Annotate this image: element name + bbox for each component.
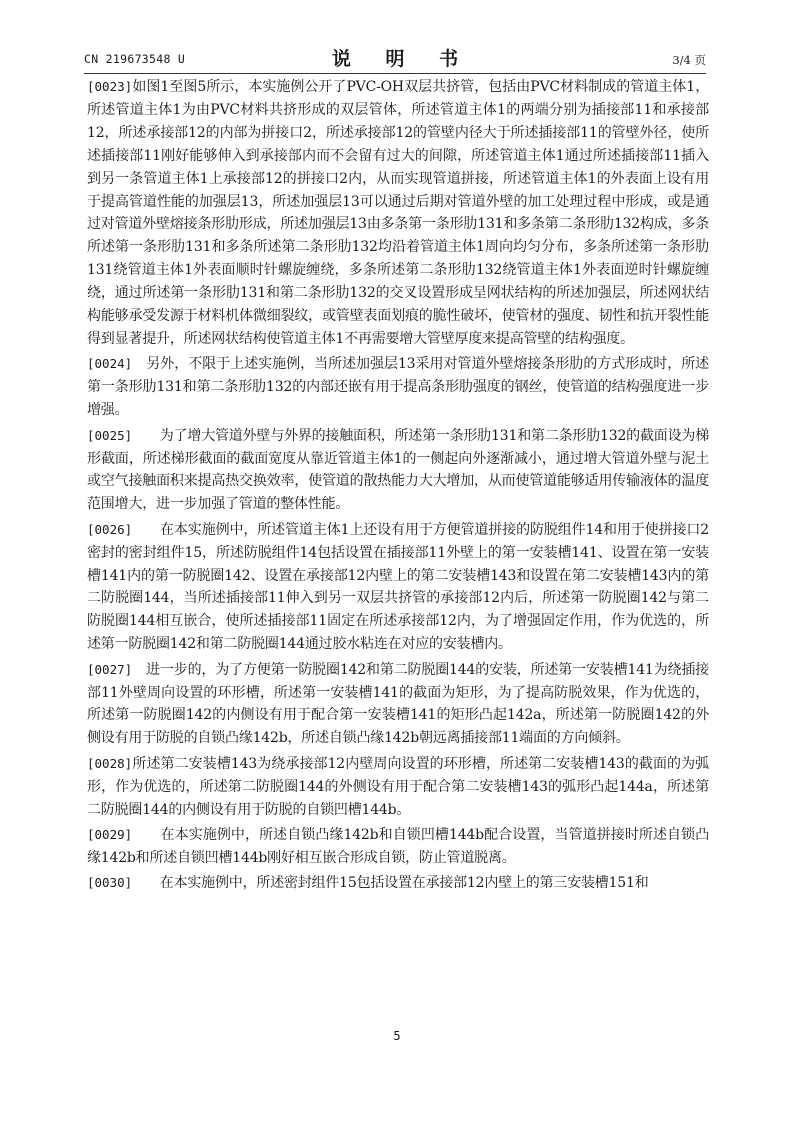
paragraph-text: 在本实施例中，所述管道主体1上还设有用于方便管道拼接的防脱组件14和用于使拼接口2密封的密封组件15，所述防脱组件14包括设置在插接部11外壁上的第一安装槽141、设置在第一安装槽141内的第一防脱圈142、设置在承接部12内壁上的第二安装槽143和设置在第二安装槽143内的第二防脱圈144，当所述插接部11伸入到另一双层共挤管的承接部12内后，所述第一防脱圈142与第二防脱圈144相互嵌合，使所述插接部11固定在所述承接部12内，为了增强固定作用，作为优选的，所述第一防脱圈142和第二防脱圈144通过胶水粘连在对应的安装槽内。 xyxy=(87,521,709,653)
paragraph-text: 进一步的，为了方便第一防脱圈142和第二防脱圈144的安装，所述第一安装槽141为绕插接部11外壁周向设置的环形槽，所述第一安装槽141的截面为矩形，为了提高防脱效果，作为优选的，所述第一防脱圈142的内侧设有用于配合第一安装槽141的矩形凸起142a，所述第一防脱圈142的外侧设有用于防脱的自锁凸缘142b，所述自锁凸缘142b朝远离插接部11端面的方向倾斜。 xyxy=(87,661,709,747)
paragraph-number: [0027] xyxy=(87,661,133,677)
page-header xyxy=(84,44,706,72)
paragraph-number: [0030] xyxy=(87,875,133,891)
paragraph-0026 xyxy=(87,519,709,656)
paragraph-indent xyxy=(132,428,160,444)
page-indicator: 3/4 页 xyxy=(672,53,706,67)
paragraph-indent xyxy=(132,356,146,372)
paragraph-0027 xyxy=(87,659,709,751)
paragraph-indent xyxy=(132,827,160,843)
paragraph-number: [0029] xyxy=(87,827,133,842)
paragraph-0023 xyxy=(87,76,709,351)
paragraph-text: 所述第二安装槽143为绕承接部12内壁周向设置的环形槽，所述第二安装槽143的截面的为弧形，作为优选的，所述第二防脱圈144的外侧设有用于配合第二安装槽143的弧形凸起144a，所述第二防脱圈144的内侧设有用于防脱的自锁凹槽144b。 xyxy=(87,755,709,818)
paragraph-number: [0024] xyxy=(87,356,133,372)
paragraph-number: [0025] xyxy=(87,427,133,443)
patent-number: CN 219673548 U xyxy=(84,52,186,66)
paragraph-number: [0028] xyxy=(87,755,133,771)
page-number: 5 xyxy=(393,1029,401,1043)
paragraph-0025 xyxy=(87,425,709,517)
paragraph-text: 为了增大管道外壁与外界的接触面积，所述第一条形肋131和第二条形肋132的截面设为梯形截面，所述梯形截面的截面宽度从靠近管道主体1的一侧起向外逐渐减小，通过增大管道外壁与泥土或空气接触面积来提高热交换效率，使管道的散热能力大大增加，从而使管道能够适用传输液体的温度范围增大，进一步加强了管道的整体性能。 xyxy=(87,427,709,513)
paragraph-indent xyxy=(132,522,160,538)
paragraph-text: 另外，不限于上述实施例，当所述加强层13采用对管道外壁熔接条形肋的方式形成时，所述第一条形肋131和第二条形肋132的内部还嵌有用于提高条形肋强度的钢丝，使管道的结构强度进一步增强。 xyxy=(87,356,709,419)
header-divider xyxy=(84,73,706,74)
document-body xyxy=(87,76,709,898)
paragraph-0029 xyxy=(87,824,709,870)
paragraph-text: 在本实施例中，所述自锁凸缘142b和自锁凹槽144b配合设置，当管道拼接时所述自锁凸缘142b和所述自锁凹槽144b刚好相互嵌合形成自锁，防止管道脱离。 xyxy=(87,827,709,866)
paragraph-0030 xyxy=(87,872,709,895)
paragraph-0028 xyxy=(87,753,709,822)
paragraph-text: 如图1至图5所示，本实施例公开了PVC-OH双层共挤管，包括由PVC材料制成的管道主体1，所述管道主体1为由PVC材料共挤形成的双层管体，所述管道主体1的两端分别为插接部11和承接部12，所述承接部12的内部为拼接口2，所述承接部12的管壁内径大于所述插接部11的管壁外径，使所述插接部11刚好能够伸入到承接部内而不会留有过大的间隙，所述管道主体1通过所述插接部11插入到另一条管道主体1上承接部12的拼接口2内，从而实现管道拼接，所述管道主体1的外表面上设有用于提高管道性能的加强层13，所述加强层13可以通过后期对管道外壁的加工处理过程中形成，或是通过对管道外壁熔接条形肋形成，所述加强层13由多条第一条形肋131和多条第二条形肋132构成，多条所述第一条形肋131和多条所述第二条形肋132均沿着管道主体1周向均匀分布，多条所述第一条形肋131绕管道主体1外表面顺时针螺旋缠绕，多条所述第二条形肋132绕管道主体1外表面逆时针螺旋缠绕，通过所述第一条形肋131和第二条形肋132的交叉设置形成呈网状结构的所述加强层，所述网状结构能够承受发源于材料机体微细裂纹，或管壁表面划痕的脆性破坏，使管材的强度、韧性和抗开裂性能得到显著提升，所述网状结构使管道主体1不再需要增大管壁厚度来提高管壁的结构强度。 xyxy=(87,79,709,347)
paragraph-number: [0023] xyxy=(87,79,133,94)
document-title: 说 明 书 xyxy=(331,48,473,70)
paragraph-0024 xyxy=(87,353,709,422)
paragraph-indent xyxy=(132,662,146,678)
paragraph-number: [0026] xyxy=(87,521,133,537)
paragraph-text: 在本实施例中，所述密封组件15包括设置在承接部12内壁上的第三安装槽151和 xyxy=(159,875,649,892)
paragraph-indent xyxy=(132,875,160,891)
